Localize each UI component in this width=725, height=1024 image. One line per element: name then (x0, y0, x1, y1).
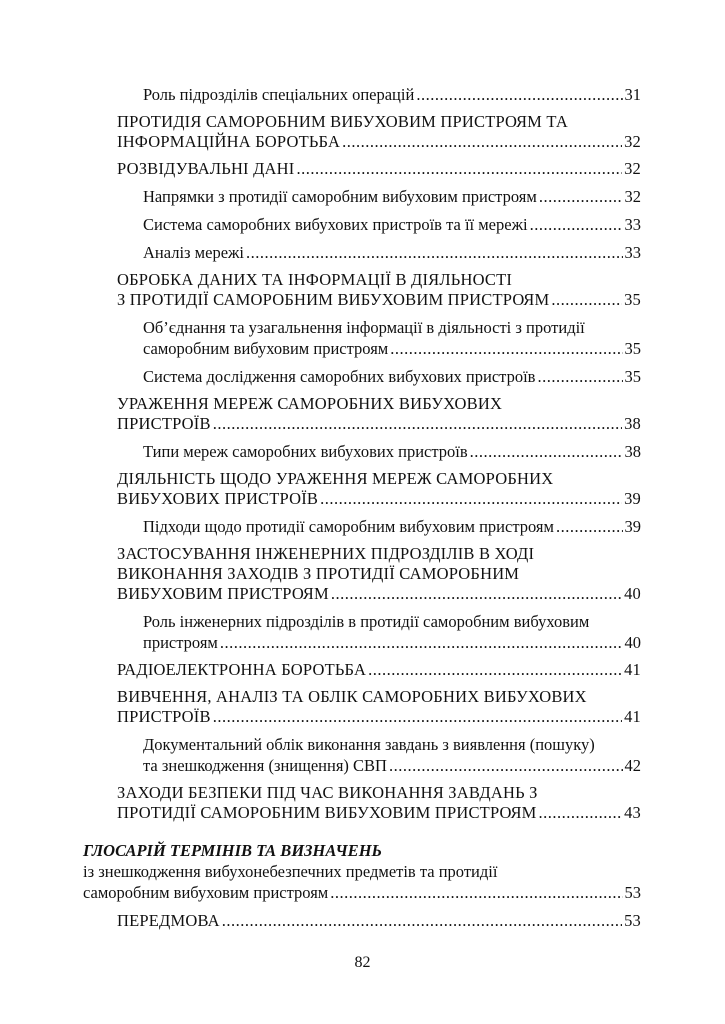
toc-page-number: 38 (624, 414, 641, 433)
dot-leader (330, 882, 622, 903)
toc-entry-title: Об’єднання та узагальнення інформації в діяльності з протидії (143, 318, 585, 337)
toc-entry[interactable] (117, 687, 641, 727)
toc-entry[interactable] (117, 270, 641, 310)
toc-page-number: 40 (624, 633, 641, 652)
dot-leader (539, 186, 623, 207)
dot-leader (539, 803, 623, 823)
toc-entry-title: Аналіз мережі (143, 243, 244, 262)
toc-page-number: 33 (624, 215, 641, 234)
toc-entry[interactable] (143, 734, 641, 776)
toc-entry-title: Напрямки з протидії саморобним вибуховим пристроям (143, 187, 537, 206)
dot-leader (390, 338, 622, 359)
toc-entry-title: ВИБУХОВИХ ПРИСТРОЇВ (117, 489, 319, 508)
table-of-contents (0, 84, 725, 931)
toc-entry[interactable] (143, 186, 641, 207)
toc-page-number: 35 (624, 339, 641, 358)
dot-leader (389, 755, 623, 776)
toc-entry-title: Роль інженерних підрозділів в протидії саморобним вибуховим (143, 612, 590, 631)
toc-entry[interactable] (143, 366, 641, 387)
toc-page-number: 35 (624, 367, 641, 386)
dot-leader (222, 911, 622, 931)
dot-leader (213, 414, 622, 434)
toc-entry-title: саморобним вибуховим пристроям (83, 883, 329, 902)
toc-entry-title: ДІЯЛЬНІСТЬ ЩОДО УРАЖЕННЯ МЕРЕЖ САМОРОБНИХ (117, 469, 554, 488)
toc-entry[interactable] (117, 544, 641, 604)
toc-entry-title: ПРОТИДІЇ САМОРОБНИМ ВИБУХОВИМ ПРИСТРОЯМ (117, 803, 537, 822)
toc-entry-title: ЗАСТОСУВАННЯ ІНЖЕНЕРНИХ ПІДРОЗДІЛІВ В ХОДІ (117, 544, 535, 563)
toc-entry-title: ВИКОНАННЯ ЗАХОДІВ З ПРОТИДІЇ САМОРОБНИМ (117, 564, 520, 583)
toc-page-number: 33 (624, 243, 641, 262)
dot-leader (320, 489, 622, 509)
toc-entry-title: Система дослідження саморобних вибухових пристроїв (143, 367, 536, 386)
toc-page-number: 38 (624, 442, 641, 461)
toc-entry-glossary[interactable] (83, 840, 641, 903)
toc-entry[interactable] (117, 911, 641, 931)
glossary-heading: ГЛОСАРІЙ ТЕРМІНІВ ТА ВИЗНАЧЕНЬ (83, 841, 382, 860)
dot-leader (213, 707, 622, 727)
toc-entry-title: ЗАХОДИ БЕЗПЕКИ ПІД ЧАС ВИКОНАННЯ ЗАВДАНЬ З (117, 783, 538, 802)
toc-entry-title: УРАЖЕННЯ МЕРЕЖ САМОРОБНИХ ВИБУХОВИХ (117, 394, 503, 413)
toc-entry-title: ПЕРЕДМОВА (117, 911, 220, 930)
toc-entry[interactable] (143, 516, 641, 537)
toc-entry-title: Система саморобних вибухових пристроїв та її мережі (143, 215, 528, 234)
toc-entry[interactable] (117, 159, 641, 179)
toc-entry[interactable] (117, 783, 641, 823)
dot-leader (220, 632, 623, 653)
dot-leader (246, 242, 623, 263)
toc-page-number: 35 (624, 290, 641, 309)
toc-entry-title: та знешкодження (знищення) СВП (143, 756, 387, 775)
toc-entry-title: із знешкодження вибухонебезпечних предметів та протидії (83, 862, 498, 881)
toc-page-number: 53 (624, 883, 641, 902)
toc-entry-title: ІНФОРМАЦІЙНА БОРОТЬБА (117, 132, 341, 151)
toc-entry[interactable] (143, 441, 641, 462)
toc-entry[interactable] (143, 84, 641, 105)
toc-page-number: 39 (624, 489, 641, 508)
toc-entry-title: саморобним вибуховим пристроям (143, 339, 389, 358)
toc-page-number: 53 (624, 911, 641, 930)
toc-entry-title: РАДІОЕЛЕКТРОННА БОРОТЬБА (117, 660, 367, 679)
toc-entry[interactable] (143, 317, 641, 359)
page-number: 82 (354, 954, 371, 971)
toc-entry[interactable] (117, 660, 641, 680)
toc-entry-title: ПРОТИДІЯ САМОРОБНИМ ВИБУХОВИМ ПРИСТРОЯМ ТА (117, 112, 568, 131)
toc-page-number: 43 (624, 803, 641, 822)
toc-entry-title: РОЗВІДУВАЛЬНІ ДАНІ (117, 159, 295, 178)
toc-page-number: 32 (624, 132, 641, 151)
toc-entry-title: пристроям (143, 633, 218, 652)
toc-entry[interactable] (117, 469, 641, 509)
dot-leader (530, 214, 623, 235)
toc-entry-title: ПРИСТРОЇВ (117, 414, 211, 433)
toc-entry[interactable] (143, 611, 641, 653)
toc-entry[interactable] (117, 394, 641, 434)
toc-entry-title: ВИВЧЕННЯ, АНАЛІЗ ТА ОБЛІК САМОРОБНИХ ВИБУХОВИХ (117, 687, 587, 706)
toc-entry-title: Підходи щодо протидії саморобним вибуховим пристроям (143, 517, 554, 536)
toc-page-number: 32 (624, 187, 641, 206)
dot-leader (416, 84, 622, 105)
dot-leader (331, 584, 622, 604)
toc-entry-title: Типи мереж саморобних вибухових пристроїв (143, 442, 468, 461)
toc-entry-title: ОБРОБКА ДАНИХ ТА ІНФОРМАЦІЇ В ДІЯЛЬНОСТІ (117, 270, 513, 289)
toc-entry-title: ВИБУХОВИМ ПРИСТРОЯМ (117, 584, 329, 603)
dot-leader (537, 366, 622, 387)
toc-page-number: 42 (624, 756, 641, 775)
toc-entry-title: З ПРОТИДІЇ САМОРОБНИМ ВИБУХОВИМ ПРИСТРОЯМ (117, 290, 550, 309)
toc-page-number: 32 (624, 159, 641, 178)
dot-leader (368, 660, 622, 680)
toc-entry[interactable] (117, 112, 641, 152)
dot-leader (470, 441, 623, 462)
toc-page-number: 39 (624, 517, 641, 536)
dot-leader (551, 290, 622, 310)
toc-page-number: 31 (624, 85, 641, 104)
toc-page-number: 41 (624, 707, 641, 726)
toc-entry-title: Роль підрозділів спеціальних операцій (143, 85, 415, 104)
toc-entry-title: Документальний облік виконання завдань з виявлення (пошуку) (143, 735, 595, 754)
toc-entry[interactable] (143, 242, 641, 263)
toc-page-number: 40 (624, 584, 641, 603)
dot-leader (296, 159, 622, 179)
toc-entry[interactable] (143, 214, 641, 235)
dot-leader (556, 516, 623, 537)
dot-leader (342, 132, 622, 152)
toc-page-number: 41 (624, 660, 641, 679)
toc-entry-title: ПРИСТРОЇВ (117, 707, 211, 726)
